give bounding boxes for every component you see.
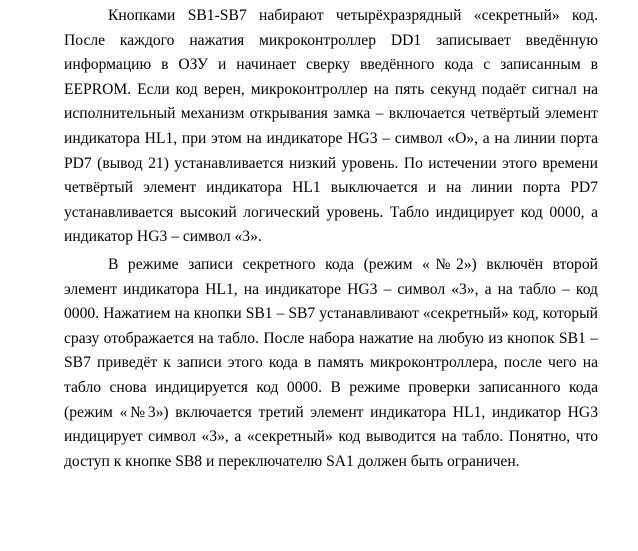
paragraph-2: В режиме записи секретного кода (режим «№2») включён второй элемент индикатора HL1, на индикаторе HG3 – символ «3», а на табло – код 0000. Нажатием на кнопки SB1 – SB7 устанавливают «секретный» код, который сразу отображается на табло. После набора нажатие на любую из кнопок SB1 – SB7 приведёт к записи этого кода в память микроконтроллера, после чего на табло снова индицируется код 0000. В режиме проверки записанного кода (режим «№3») включается третий элемент индикатора HL1, индикатор HG3 индицирует символ «3», а «секретный» код выводится на табло. Понятно, что доступ к кнопке SB8 и переключателю SA1 должен быть ограничен. bbox=[64, 255, 598, 470]
paragraph-1: Кнопками SB1-SB7 набирают четырёхразрядный «секретный» код. После каждого нажатия микроконтроллер DD1 записывает введённую информацию в ОЗУ и начинает сверку введённого кода с записанным в EEPROM. Если код верен, микроконтроллер на пять секунд подаёт сигнал на исполнительный механизм открывания замка – включается четвёртый элемент индикатора HL1, при этом на индикаторе HG3 – символ «О», а на линии порта PD7 (вывод 21) устанавливается низкий уровень. По истечении этого времени четвёртый элемент индикатора HL1 выключается и на линии порта PD7 устанавливается высокий логический уровень. Табло индицирует код 0000, а индикатор HG3 – символ «3». bbox=[64, 7, 598, 246]
document-body bbox=[64, 0, 598, 474]
